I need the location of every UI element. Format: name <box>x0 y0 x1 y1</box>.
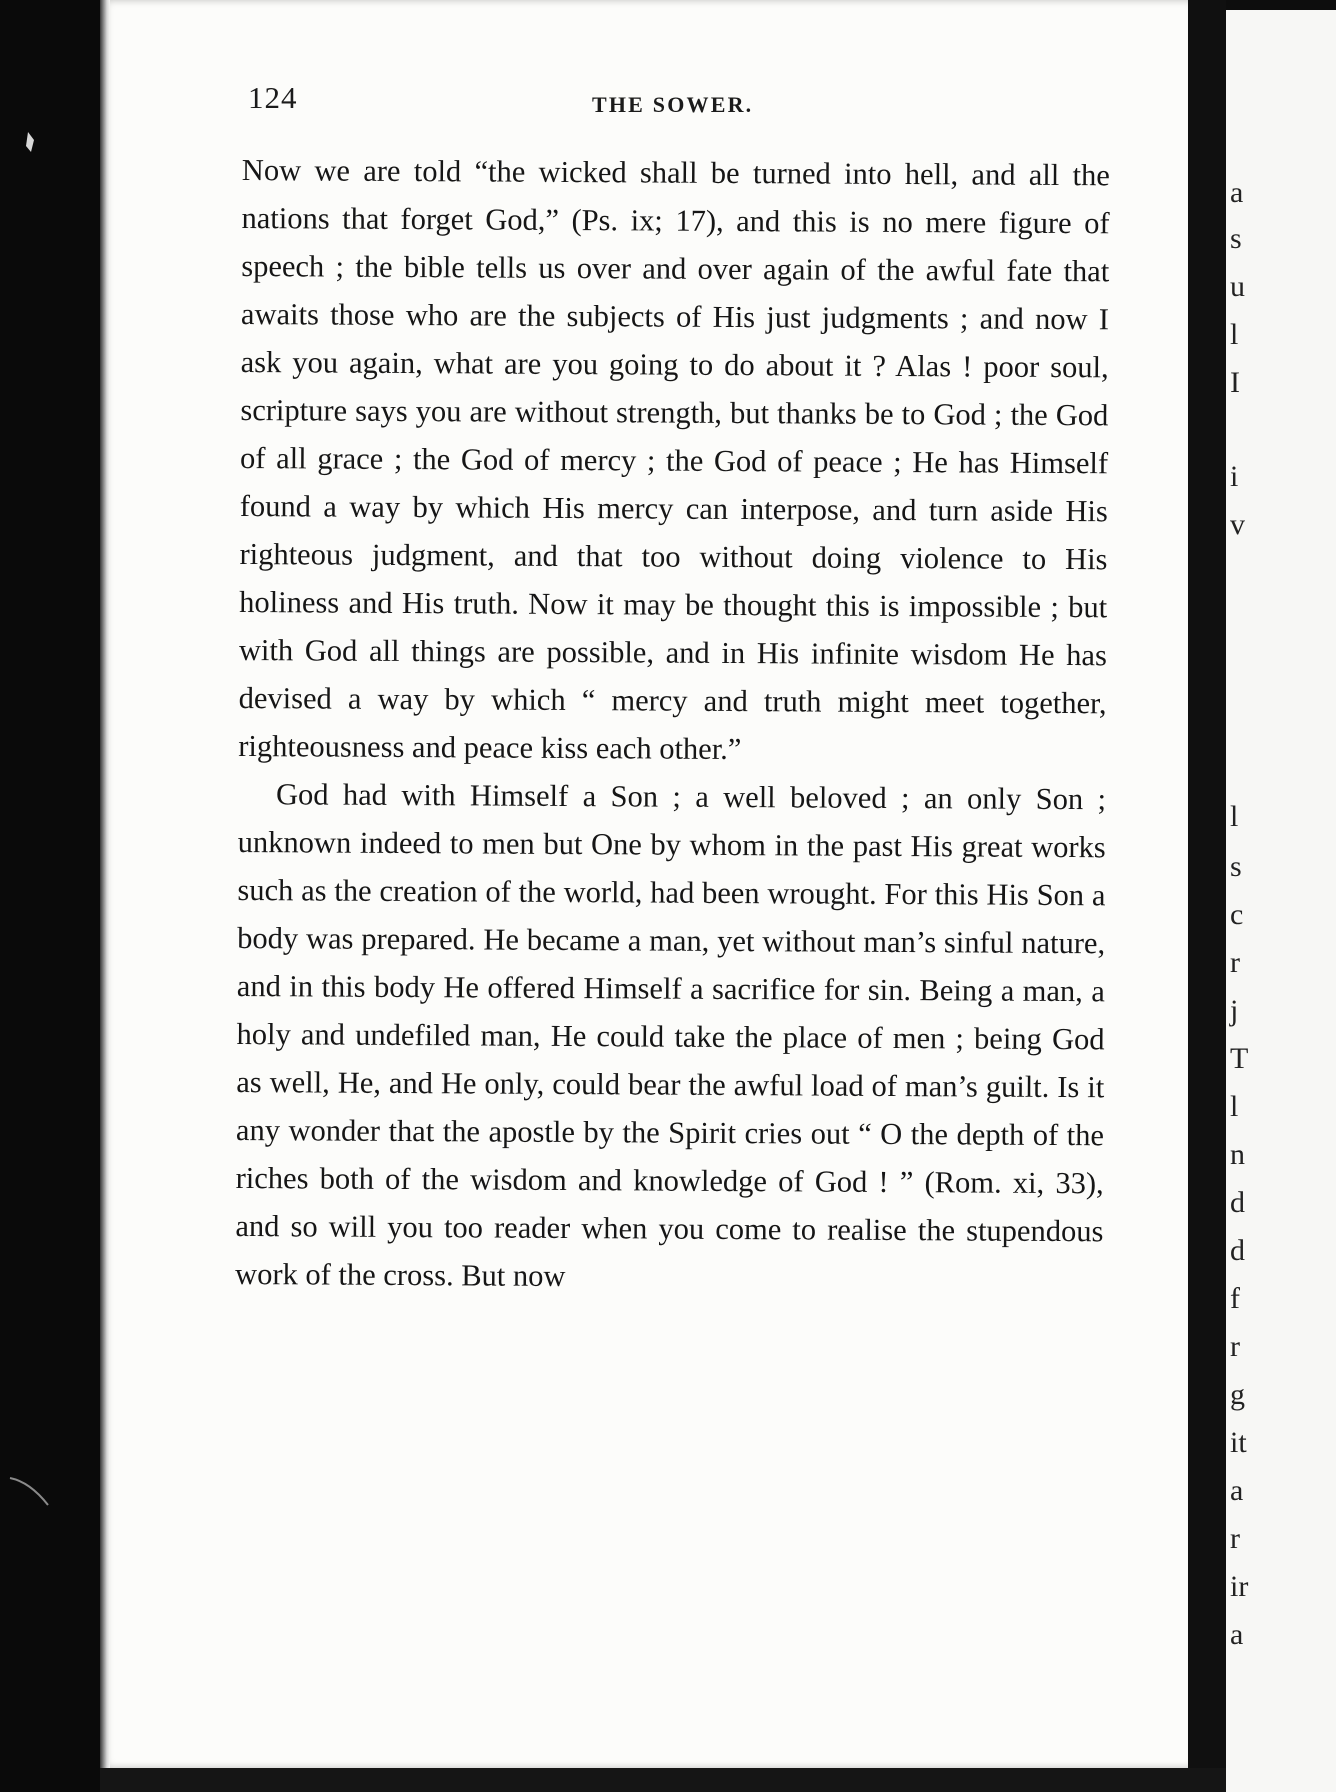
facing-page-fragment: a <box>1230 176 1244 209</box>
book-gutter <box>1188 0 1226 1792</box>
paragraph: God had with Himself a Son ; a well beloved ; an only Son ; unknown indeed to men but One by whom in the past His great works such as the creation of the world, had been wrought. For this His Son a body was prepared. He became a man, yet without man’s sinful nature, and in this body He offered Himself a sacrifice for sin. Being a man, a holy and undefiled man, He could take the place of men ; being God as well, He, and He only, could bear the awful load of man’s guilt. Is it any wonder that the apostle by the Spirit cries out “ O the depth of the riches both of the wisdom and knowledge of God ! ” (Rom. xi, 33), and so will you too reader when you come to realise the stupendous work of the cross. But now <box>235 777 1107 1293</box>
facing-page-fragment: l <box>1230 318 1239 351</box>
page-edge <box>100 0 110 1768</box>
body-text <box>235 146 1110 1303</box>
facing-page-fragment: l <box>1230 1090 1239 1123</box>
facing-page-fragment: f <box>1230 1282 1240 1315</box>
facing-page-fragment: I <box>1230 366 1240 399</box>
scan-left-margin <box>0 0 100 1792</box>
facing-page-fragment: g <box>1230 1378 1245 1411</box>
facing-page-fragment: a <box>1230 1474 1244 1507</box>
page-header <box>248 80 1108 120</box>
facing-page-fragment: d <box>1230 1234 1245 1267</box>
facing-page <box>1226 10 1336 1792</box>
scan-bottom-margin <box>100 1768 1226 1792</box>
facing-page-fragment: c <box>1230 898 1244 931</box>
facing-page-fragment: ir <box>1230 1570 1249 1603</box>
facing-page-fragment: r <box>1230 1522 1240 1555</box>
facing-page-fragment: n <box>1230 1138 1245 1171</box>
page-number: 124 <box>248 80 298 115</box>
facing-page-fragment: it <box>1230 1426 1247 1459</box>
facing-page-fragment: i <box>1230 460 1239 493</box>
facing-page-fragment: v <box>1230 508 1245 541</box>
paragraph: Now we are told “the wicked shall be turned into hell, and all the nations that forget God,” (Ps. ix; 17), and this is no mere figure of speech ; the bible tells us over and over again of the awful fate that awaits those who are the subjects of His just judgments ; and now I ask you again, what are you going to do about it ? Alas ! poor soul, scripture says you are without strength, but thanks be to God ; the God of all grace ; the God of mercy ; the God of peace ; He has Himself found a way by which His mercy can interpose, and turn aside His righteous judgment, and that too without doing violence to His holiness and His truth. Now it may be thought this is impossible ; but with God all things are possible, and in His infinite wisdom He has devised a way by which “ mercy and truth might meet together, righteousness and peace kiss each other.” <box>238 152 1110 767</box>
running-head: THE SOWER. <box>592 92 754 117</box>
facing-page-fragment: j <box>1230 994 1239 1027</box>
facing-page-fragment: u <box>1230 270 1245 303</box>
facing-page-fragment: a <box>1230 1618 1244 1651</box>
facing-page-fragment: r <box>1230 1330 1240 1363</box>
facing-page-fragment: r <box>1230 946 1240 979</box>
facing-page-fragment: d <box>1230 1186 1245 1219</box>
facing-page-fragment: T <box>1230 1042 1249 1075</box>
facing-page-fragment: s <box>1230 850 1242 883</box>
facing-page-fragment: l <box>1230 800 1239 833</box>
facing-page-fragment: s <box>1230 222 1242 255</box>
